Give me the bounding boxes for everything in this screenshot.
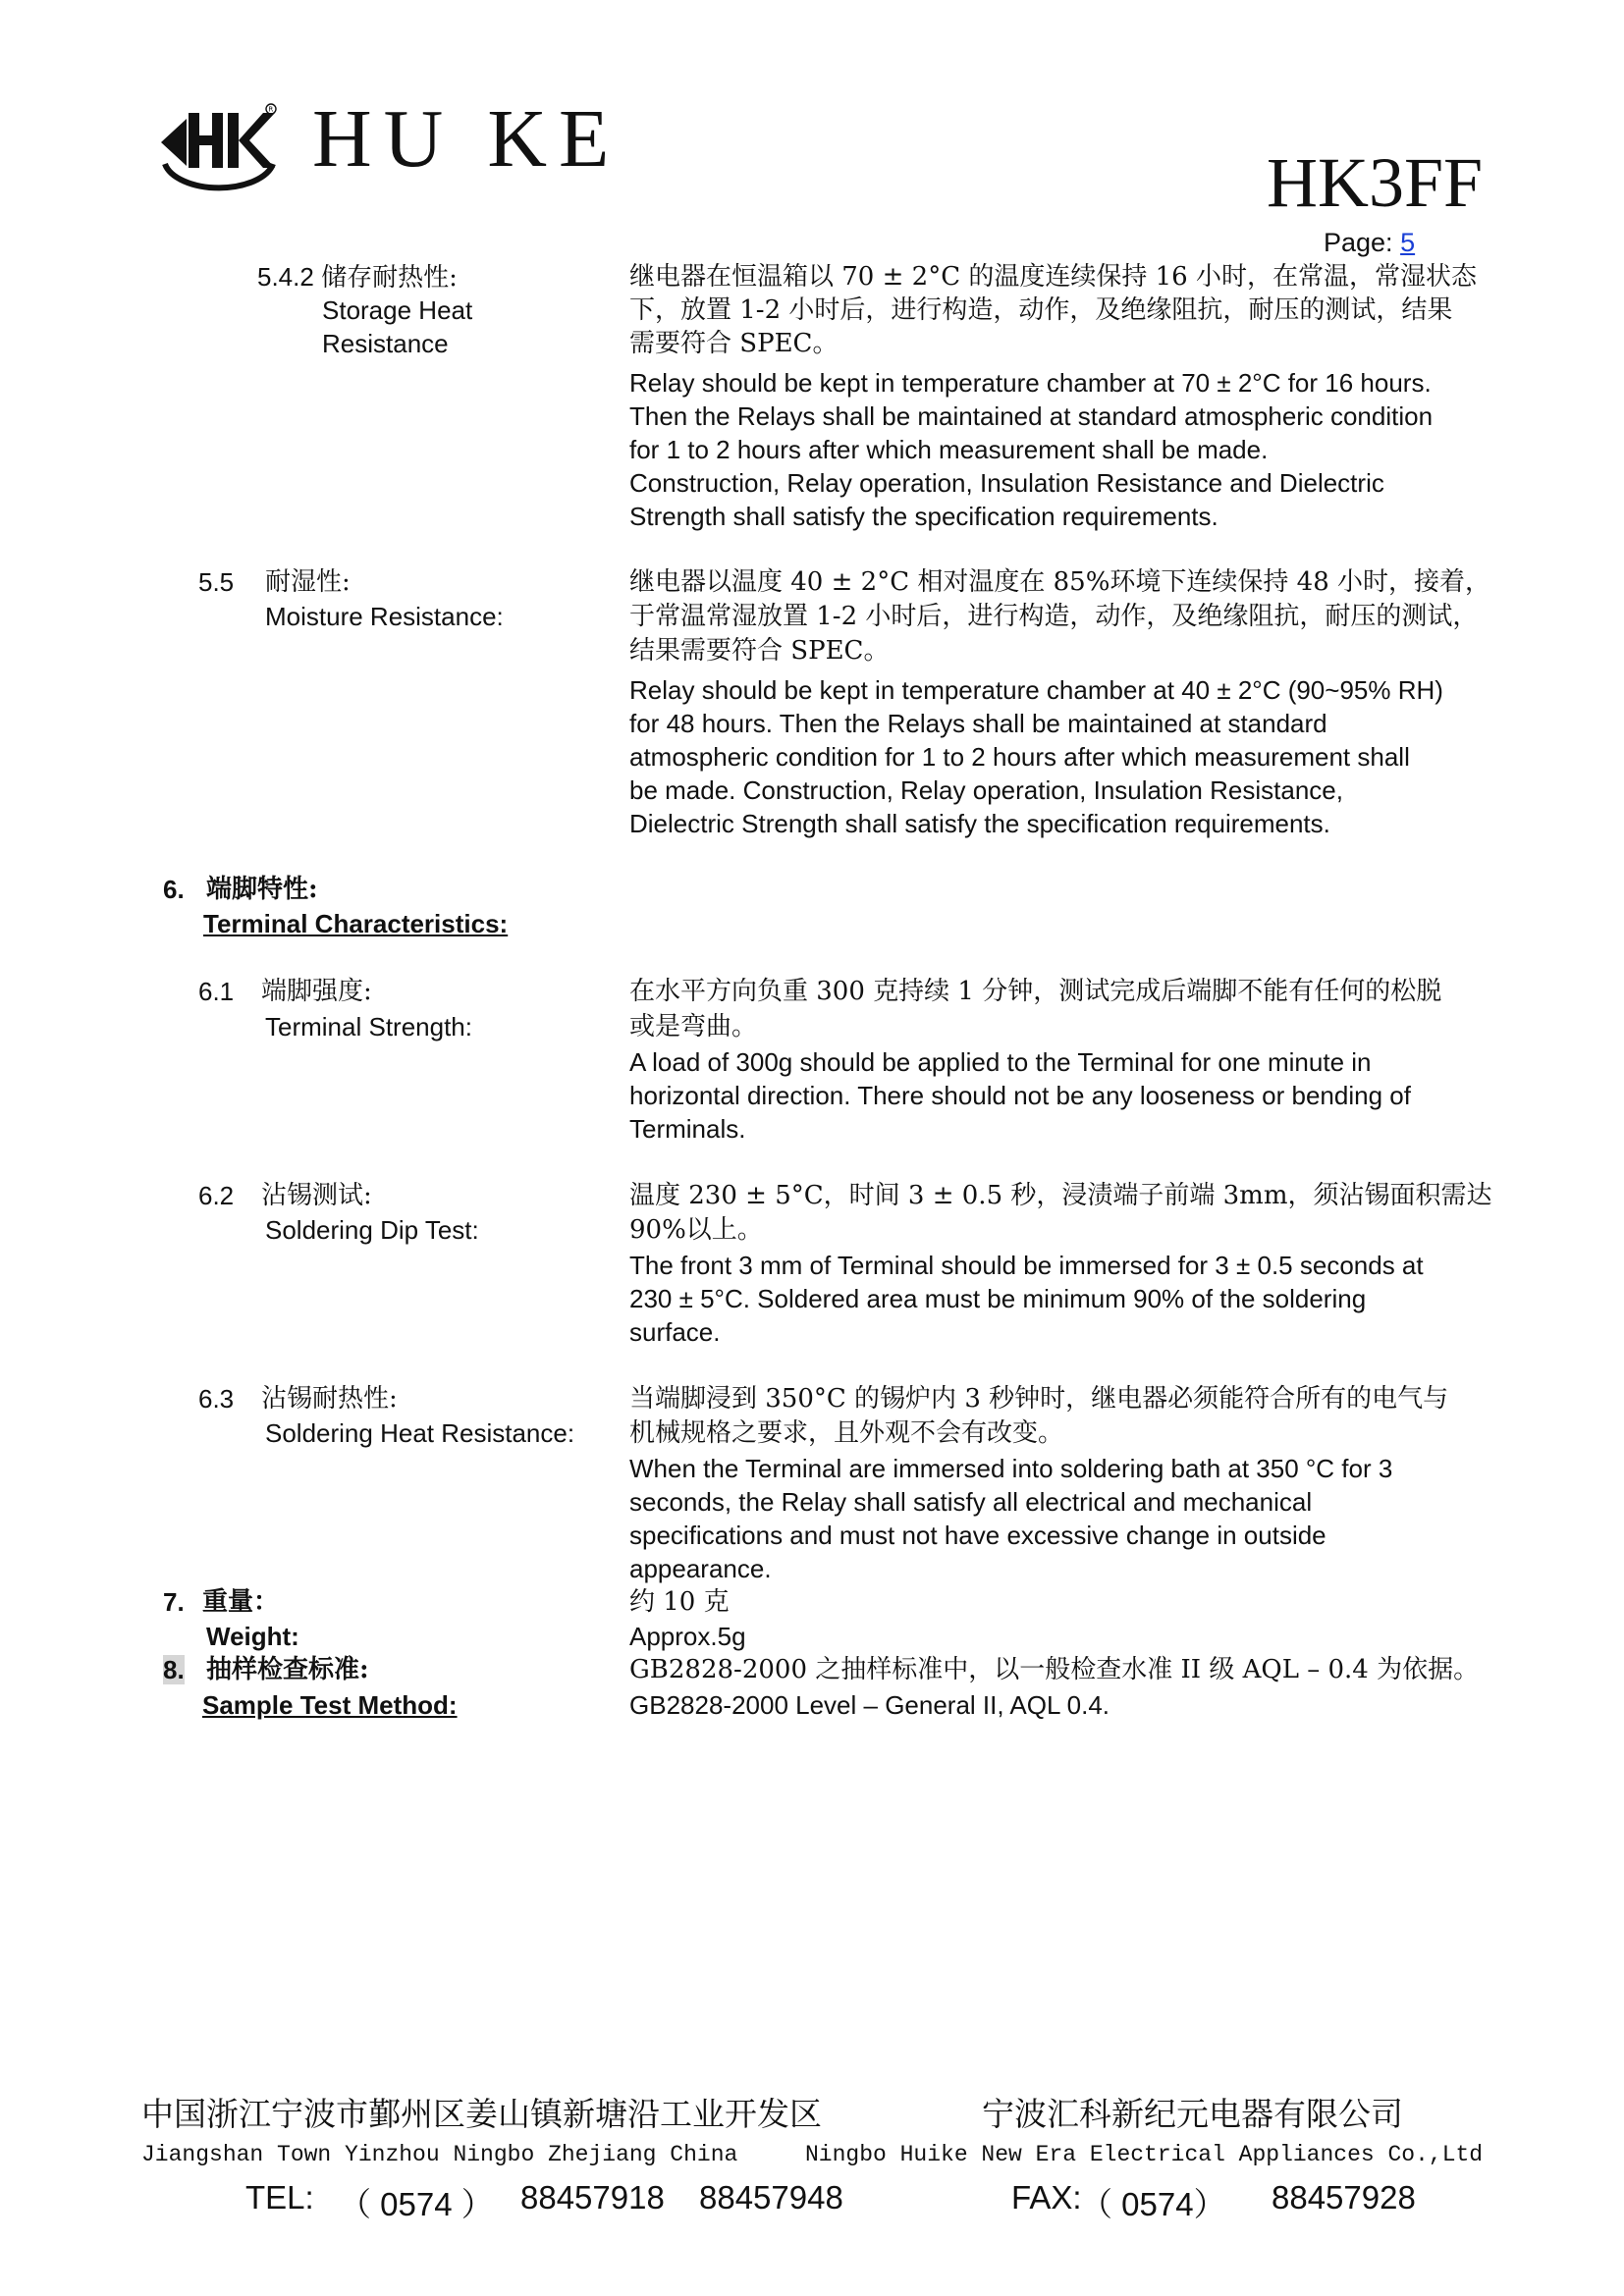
desc-en-line: 230 ± 5°C. Soldered area must be minimum 90% of the soldering [629,1284,1367,1313]
footer-tel-2: 88457948 [699,2179,843,2216]
section-title-cn: 抽样检查标准: [206,1655,369,1684]
section-number: 6.3 [198,1384,235,1414]
brand-name: HU KE [312,93,622,185]
desc-en-line: atmospheric condition for 1 to 2 hours after which measurement shall [629,742,1410,772]
sample-value-cn: GB2828-2000 之抽样标准中，以一般检查水准 II 级 AQL – 0.4 为依据。 [629,1655,1480,1684]
desc-cn-line: 机械规格之要求，且外观不会有改变。 [629,1418,1064,1448]
desc-cn-line: 需要符合 SPEC。 [629,329,839,358]
desc-en-line: be made. Construction, Relay operation, Insulation Resistance, [629,775,1343,805]
desc-cn-line: 温度 230 ± 5°C，时间 3 ± 0.5 秒，浸渍端子前端 3mm，须沾锡面积需达 [629,1181,1492,1210]
section-5-4-2-title [257,261,458,295]
desc-en-line: Strength shall satisfy the specification requirements. [629,502,1218,531]
section-number: 5.4.2 [257,262,314,292]
section-title-cn: 沾锡耐热性: [261,1384,398,1414]
desc-en-line: Relay should be kept in temperature chamber at 40 ± 2°C (90~95% RH) [629,675,1443,705]
footer-address-cn: 中国浙江宁波市鄞州区姜山镇新塘沿工业开发区 [141,2095,822,2133]
desc-en-line: The front 3 mm of Terminal should be immersed for 3 ± 0.5 seconds at [629,1251,1424,1280]
page-label: Page: [1324,228,1393,257]
desc-en-line: Dielectric Strength shall satisfy the specification requirements. [629,809,1330,838]
section-title-en: Terminal Characteristics: [203,909,509,938]
desc-cn-line: 结果需要符合 SPEC。 [629,636,890,666]
footer-tel-area: （ 0574 ） [339,2186,494,2222]
footer-fax-area: （ 0574） [1080,2186,1226,2222]
section-title-cn: 耐湿性: [265,567,351,597]
section-number: 6.2 [198,1181,235,1210]
desc-en-line: Construction, Relay operation, Insulation Resistance and Dielectric [629,468,1384,498]
section-title-en: Storage Heat [322,295,473,325]
desc-cn-line: 继电器以温度 40 ± 2°C 相对温度在 85%环境下连续保持 48 小时，接着， [629,567,1491,597]
section-number: 6. [163,875,185,904]
section-title-en: Sample Test Method: [202,1690,458,1720]
desc-en-line: surface. [629,1317,721,1347]
desc-cn-line: 于常温常湿放置 1-2 小时后，进行构造，动作，及绝缘阻抗，耐压的测试， [629,602,1479,631]
footer-company-cn: 宁波汇科新纪元电器有限公司 [982,2095,1403,2133]
desc-cn-line: 下，放置 1-2 小时后，进行构造，动作，及绝缘阻抗，耐压的测试，结果 [629,295,1453,325]
desc-en-line: Terminals. [629,1114,746,1144]
desc-en-line: Relay should be kept in temperature chamber at 70 ± 2°C for 16 hours. [629,368,1432,398]
weight-value-en: Approx.5g [629,1622,746,1651]
section-title-cn: 端脚强度: [261,977,372,1006]
footer-tel-1: 88457918 [520,2179,665,2216]
desc-en-line: A load of 300g should be applied to the Terminal for one minute in [629,1047,1372,1077]
section-title-en: Moisture Resistance: [265,602,504,631]
desc-cn-line: 当端脚浸到 350°C 的锡炉内 3 秒钟时，继电器必须能符合所有的电气与 [629,1384,1449,1414]
model-title: HK3FF [1267,143,1484,222]
section-title-en: Terminal Strength: [265,1012,472,1041]
sample-value-en: GB2828-2000 Level – General II, AQL 0.4. [629,1690,1110,1720]
section-title-cn: 储存耐热性: [321,263,458,293]
desc-en-line: specifications and must not have excessive change in outside [629,1521,1326,1550]
section-number: 7. [163,1587,185,1617]
desc-en-line: appearance. [629,1554,772,1583]
section-title-en: Soldering Dip Test: [265,1215,479,1245]
footer-tel-label: TEL: [245,2179,314,2216]
section-number: 8. [163,1655,185,1684]
footer-address-en: Jiangshan Town Yinzhou Ningbo Zhejiang China [141,2142,738,2167]
footer-fax-label: FAX: [1011,2179,1082,2216]
footer-fax-number: 88457928 [1272,2179,1416,2216]
desc-cn-line: 继电器在恒温箱以 70 ± 2°C 的温度连续保持 16 小时，在常温，常湿状态 [629,262,1477,292]
page-number-link[interactable]: 5 [1400,228,1416,257]
desc-en-line: seconds, the Relay shall satisfy all electrical and mechanical [629,1487,1313,1517]
desc-cn-line: 或是弯曲。 [629,1012,758,1041]
section-title-cn: 重量： [202,1587,280,1617]
desc-en-line: horizontal direction. There should not be any looseness or bending of [629,1081,1411,1110]
weight-value-cn: 约 10 克 [629,1587,730,1617]
section-number: 6.1 [198,977,235,1006]
footer-company-en: Ningbo Huike New Era Electrical Appliances Co.,Ltd [805,2142,1484,2167]
page-indicator [1324,228,1415,258]
huike-logo-icon [157,103,280,193]
desc-en-line: for 48 hours. Then the Relays shall be maintained at standard [629,709,1327,738]
section-title-en: Soldering Heat Resistance: [265,1418,575,1448]
section-title-en: Weight: [206,1622,299,1651]
section-title-cn: 沾锡测试: [261,1181,372,1210]
section-number: 5.5 [198,567,235,597]
section-title-en: Resistance [322,329,449,358]
desc-cn-line: 90%以上。 [629,1215,763,1245]
svg-text:R: R [268,105,274,114]
section-title-cn: 端脚特性: [206,875,318,904]
desc-cn-line: 在水平方向负重 300 克持续 1 分钟，测试完成后端脚不能有任何的松脱 [629,977,1442,1006]
desc-en-line: When the Terminal are immersed into soldering bath at 350 °C for 3 [629,1454,1393,1483]
desc-en-line: for 1 to 2 hours after which measurement shall be made. [629,435,1269,464]
desc-en-line: Then the Relays shall be maintained at standard atmospheric condition [629,401,1434,431]
